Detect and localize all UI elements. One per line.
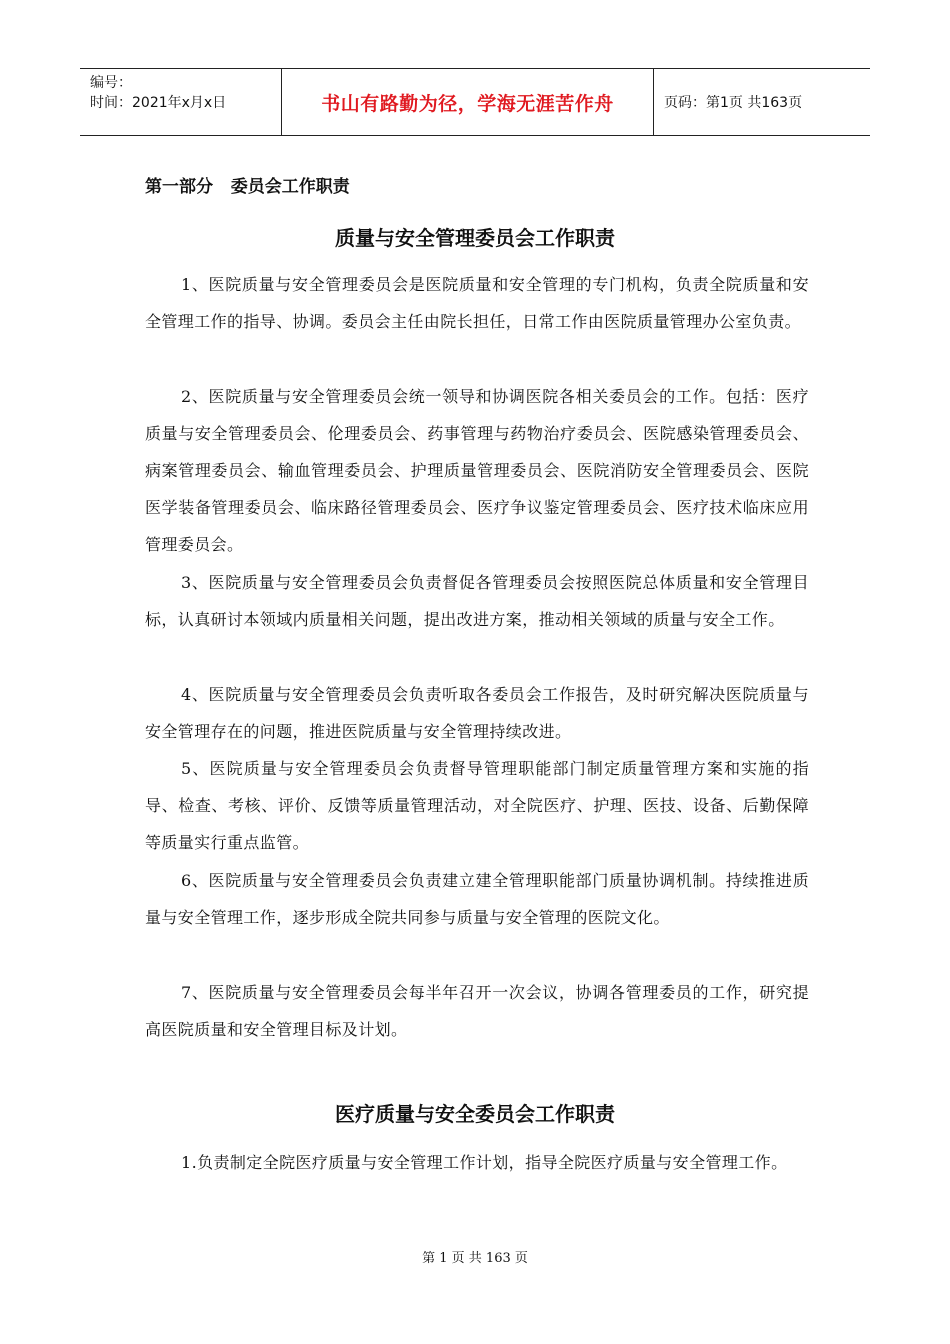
- document-date-label: 时间：2021年x月x日: [90, 95, 227, 111]
- header-meta-cell: [80, 69, 282, 135]
- paragraph: 1、医院质量与安全管理委员会是医院质量和安全管理的专门机构，负责全院质量和安全管理工作的指导、协调。委员会主任由院长担任，日常工作由医院质量管理办公室负责。: [145, 275, 809, 331]
- section-title: 医疗质量与安全委员会工作职责: [335, 1102, 615, 1126]
- header-motto: 书山有路勤为径，学海无涯苦作舟: [282, 69, 654, 135]
- paragraph: 2、医院质量与安全管理委员会统一领导和协调医院各相关委员会的工作。包括：医疗质量与安全管理委员会、伦理委员会、药事管理与药物治疗委员会、医院感染管理委员会、病案管理委员会、输血管理委员会、护理质量管理委员会、医院消防安全管理委员会、医院医学装备管理委员会、临床路径管理委员会、医疗争议鉴定管理委员会、医疗技术临床应用管理委员会。: [145, 387, 809, 554]
- paragraph: 7、医院质量与安全管理委员会每半年召开一次会议，协调各管理委员的工作，研究提高医院质量和安全管理目标及计划。: [145, 983, 809, 1039]
- section-title: 质量与安全管理委员会工作职责: [335, 226, 615, 250]
- paragraph: 4、医院质量与安全管理委员会负责听取各委员会工作报告，及时研究解决医院质量与安全管理存在的问题，推进医院质量与安全管理持续改进。: [145, 685, 809, 741]
- part-heading: 第一部分 委员会工作职责: [145, 177, 350, 197]
- document-number-label: 编号：: [90, 75, 132, 91]
- paragraph: 5、医院质量与安全管理委员会负责督导管理职能部门制定质量管理方案和实施的指导、检查、考核、评价、反馈等质量管理活动，对全院医疗、护理、医技、设备、后勤保障等质量实行重点监管。: [145, 759, 809, 852]
- paragraph: 1.负责制定全院医疗质量与安全管理工作计划，指导全院医疗质量与安全管理工作。: [181, 1153, 788, 1172]
- page-header: [80, 68, 870, 136]
- page-footer: 第 1 页 共 163 页: [422, 1251, 528, 1266]
- paragraph: 3、医院质量与安全管理委员会负责督促各管理委员会按照医院总体质量和安全管理目标，认真研讨本领域内质量相关问题，提出改进方案，推动相关领域的质量与安全工作。: [145, 573, 809, 629]
- header-page-info: 页码：第1页 共163页: [664, 95, 803, 111]
- paragraph: 6、医院质量与安全管理委员会负责建立建全管理职能部门质量协调机制。持续推进质量与安全管理工作，逐步形成全院共同参与质量与安全管理的医院文化。: [145, 871, 809, 927]
